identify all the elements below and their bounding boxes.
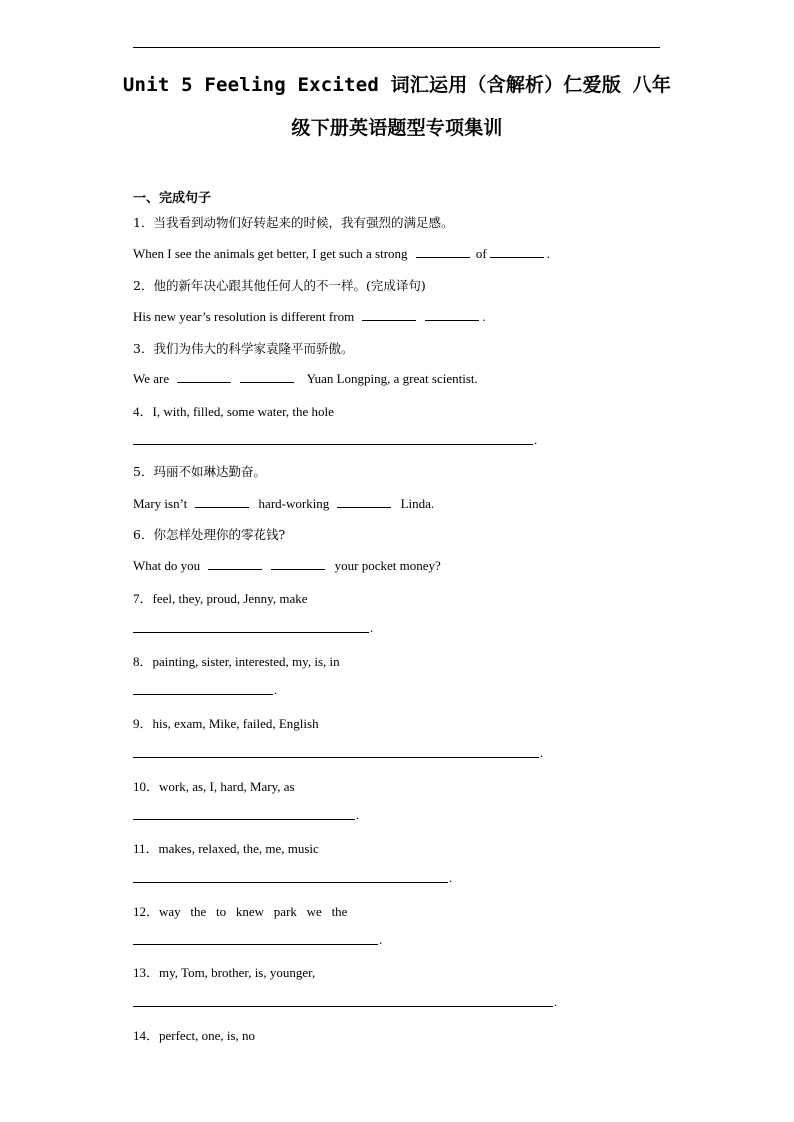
- answer-line[interactable]: [133, 632, 369, 633]
- question-11-prompt: 11．makes, relaxed, the, me, music: [133, 841, 319, 856]
- question-1-text-b: of: [475, 246, 487, 261]
- answer-period: .: [379, 932, 383, 947]
- question-2-end: .: [482, 309, 486, 324]
- question-14-prompt: 14．perfect, one, is, no: [133, 1028, 256, 1043]
- answer-period: .: [540, 745, 544, 760]
- answer-blank[interactable]: [362, 308, 416, 321]
- answer-blank[interactable]: [490, 245, 544, 258]
- top-rule: [133, 47, 660, 48]
- answer-blank[interactable]: [416, 245, 470, 258]
- question-2-prompt: 2．他的新年决心跟其他任何人的不一样。(完成译句): [133, 278, 426, 293]
- answer-line[interactable]: [133, 882, 448, 883]
- question-2-sentence: [133, 308, 486, 325]
- answer-line[interactable]: [133, 694, 273, 695]
- question-3-text-b: Yuan Longping, a great scientist.: [306, 371, 478, 386]
- answer-period: .: [534, 432, 538, 447]
- question-1-text-a: When I see the animals get better, I get such a strong: [133, 246, 408, 261]
- document-title-line2: 级下册英语题型专项集训: [291, 117, 503, 139]
- question-6-prompt: 6．你怎样处理你的零花钱?: [133, 527, 286, 542]
- question-5-prompt: 5．玛丽不如琳达勤奋。: [133, 464, 266, 479]
- question-3-prompt: 3．我们为伟大的科学家袁隆平而骄傲。: [133, 341, 354, 356]
- section-heading: 一、完成句子: [133, 191, 212, 206]
- question-5-sentence: [133, 495, 434, 512]
- answer-blank[interactable]: [208, 557, 262, 570]
- answer-line[interactable]: [133, 444, 533, 445]
- answer-blank[interactable]: [195, 495, 249, 508]
- question-1-end: .: [546, 246, 550, 261]
- question-3-sentence: [133, 370, 478, 387]
- question-9-prompt: 9．his, exam, Mike, failed, English: [133, 716, 319, 731]
- document-title-line1: Unit 5 Feeling Excited 词汇运用（含解析）仁爱版 八年: [122, 74, 672, 96]
- answer-line[interactable]: [133, 819, 355, 820]
- question-1-prompt: 1．当我看到动物们好转起来的时候，我有强烈的满足感。: [133, 215, 454, 230]
- answer-period: .: [356, 807, 360, 822]
- question-5-text-a: Mary isn’t: [133, 496, 188, 511]
- question-4-prompt: 4．I, with, filled, some water, the hole: [133, 404, 334, 419]
- answer-period: .: [449, 870, 453, 885]
- question-10-prompt: 10．work, as, I, hard, Mary, as: [133, 779, 295, 794]
- answer-period: .: [554, 994, 558, 1009]
- question-6-text-b: your pocket money?: [334, 558, 441, 573]
- question-13-prompt: 13．my, Tom, brother, is, younger,: [133, 965, 316, 980]
- answer-blank[interactable]: [240, 370, 294, 383]
- answer-period: .: [370, 620, 374, 635]
- question-2-text-a: His new year’s resolution is different from: [133, 309, 355, 324]
- question-7-prompt: 7．feel, they, proud, Jenny, make: [133, 591, 308, 606]
- answer-blank[interactable]: [425, 308, 479, 321]
- question-1-sentence: [133, 245, 550, 262]
- question-12-prompt: 12．way the to knew park we the: [133, 904, 348, 919]
- question-8-prompt: 8．painting, sister, interested, my, is, in: [133, 654, 340, 669]
- question-6-text-a: What do you: [133, 558, 201, 573]
- answer-period: .: [274, 682, 278, 697]
- answer-blank[interactable]: [337, 495, 391, 508]
- question-6-sentence: [133, 557, 441, 574]
- question-5-text-b: hard-working: [258, 496, 330, 511]
- question-3-text-a: We are: [133, 371, 170, 386]
- answer-line[interactable]: [133, 944, 378, 945]
- question-5-text-c: Linda.: [400, 496, 435, 511]
- answer-line[interactable]: [133, 757, 539, 758]
- answer-line[interactable]: [133, 1006, 553, 1007]
- answer-blank[interactable]: [177, 370, 231, 383]
- answer-blank[interactable]: [271, 557, 325, 570]
